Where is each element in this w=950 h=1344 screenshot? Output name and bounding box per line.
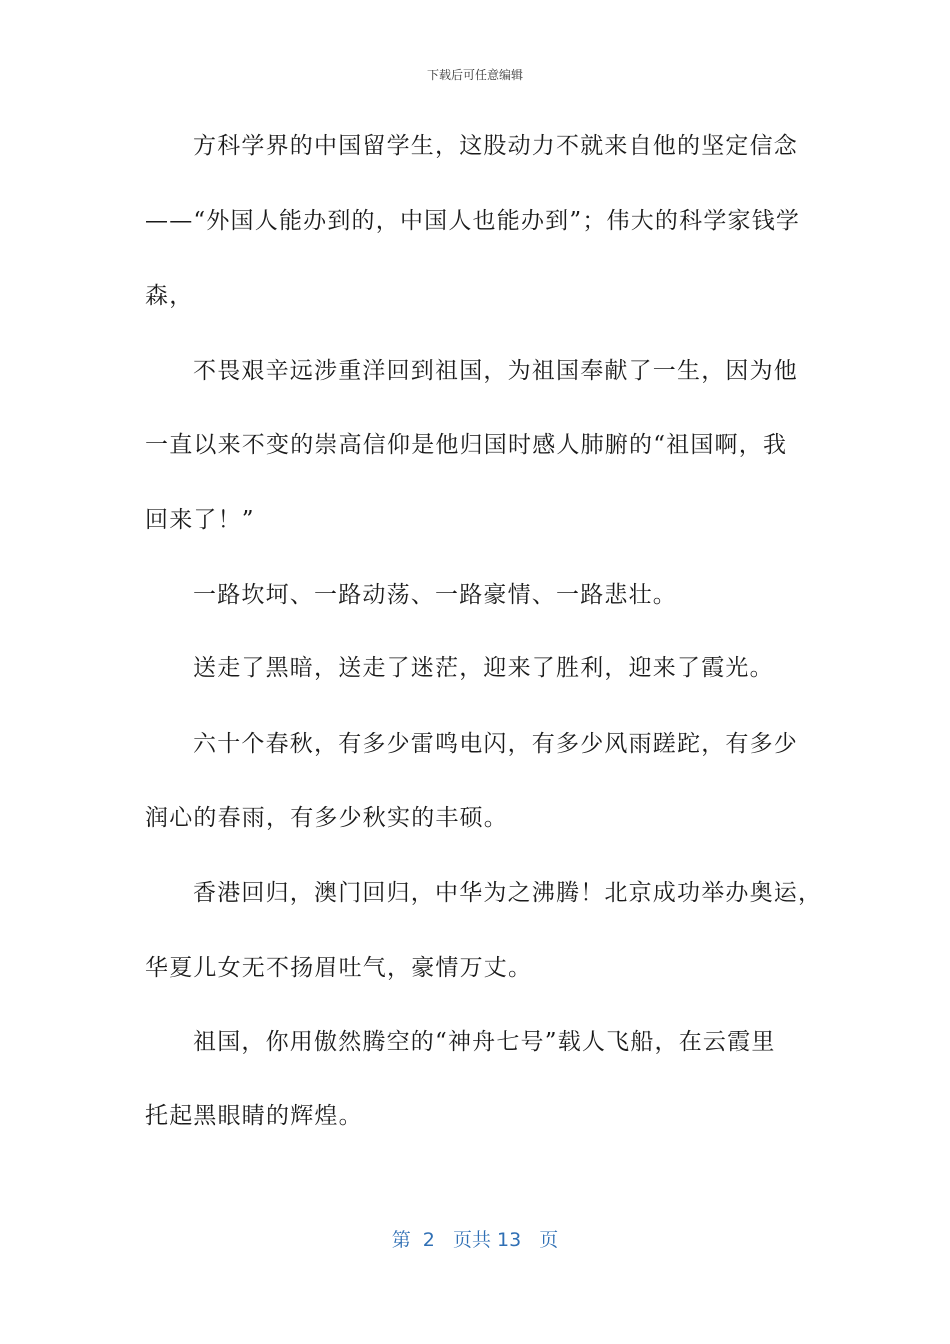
text-line: 方科学界的中国留学生，这股动力不就来自他的坚定信念 [193, 133, 798, 159]
page-number-footer: 第 2 页共 13 页 [391, 1229, 559, 1251]
text-line: 润心的春雨，有多少秋实的丰硕。 [145, 805, 508, 831]
text-line: 森， [145, 283, 194, 309]
text-line: 一路坎坷、一路动荡、一路豪情、一路悲壮。 [193, 582, 677, 608]
text-line: 祖国，你用傲然腾空的“神舟七号”载人飞船，在云霞里 [193, 1029, 776, 1055]
text-line: 回来了！” [145, 507, 255, 533]
page-header: 下载后可任意编辑 [426, 68, 523, 82]
text-line: 托起黑眼睛的辉煌。 [145, 1103, 363, 1129]
text-line: 六十个春秋，有多少雷鸣电闪，有多少风雨蹉跎，有多少 [193, 731, 798, 757]
text-line: 一直以来不变的崇高信仰是他归国时感人肺腑的“祖国啊，我 [145, 432, 788, 458]
text-line: 送走了黑暗，送走了迷茫，迎来了胜利，迎来了霞光。 [193, 655, 774, 681]
text-line: 华夏儿女无不扬眉吐气，豪情万丈。 [145, 955, 533, 981]
text-line: 香港回归，澳门回归，中华为之沸腾！北京成功举办奥运， [193, 880, 823, 906]
text-line: 不畏艰辛远涉重洋回到祖国，为祖国奉献了一生，因为他 [193, 358, 798, 384]
text-line: ——“外国人能办到的，中国人也能办到”；伟大的科学家钱学 [145, 208, 801, 234]
